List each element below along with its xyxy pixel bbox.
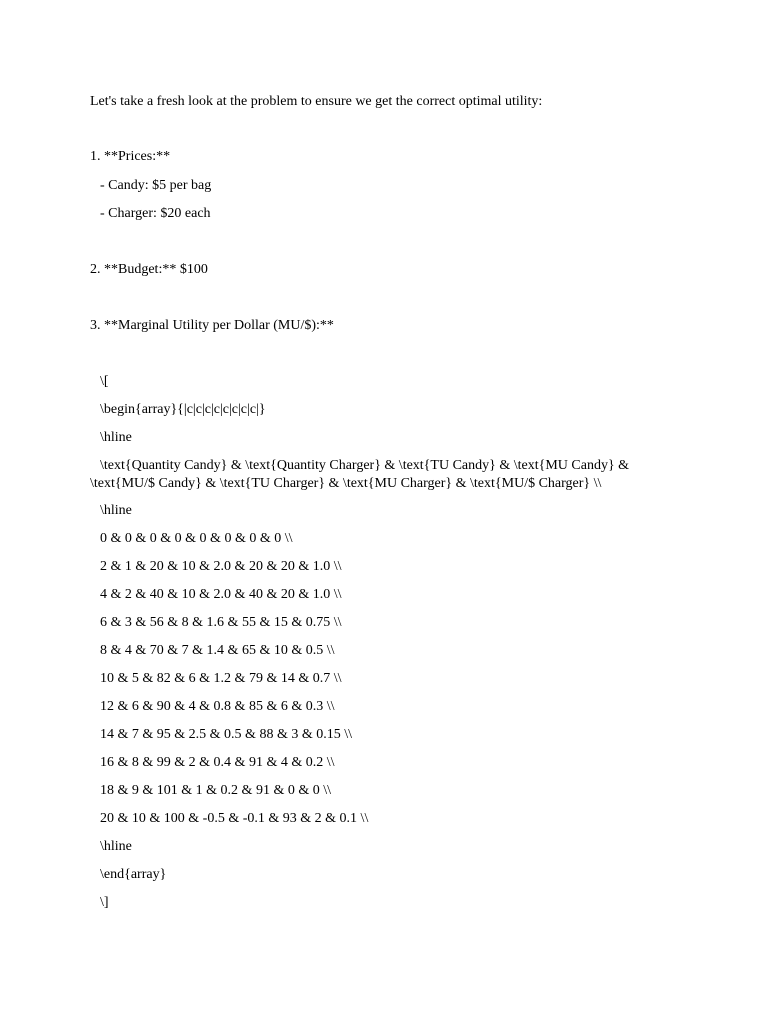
mu-heading: 3. **Marginal Utility per Dollar (MU/$):** [90, 318, 334, 333]
latex-hline-bottom: \hline [100, 839, 132, 854]
latex-hline-mid: \hline [100, 503, 132, 518]
table-row: 6 & 3 & 56 & 8 & 1.6 & 55 & 15 & 0.75 \\ [100, 615, 342, 630]
table-row: 10 & 5 & 82 & 6 & 1.2 & 79 & 14 & 0.7 \\ [100, 671, 342, 686]
latex-close-bracket: \] [100, 895, 109, 910]
table-row: 4 & 2 & 40 & 10 & 2.0 & 40 & 20 & 1.0 \\ [100, 587, 342, 602]
price-charger: - Charger: $20 each [100, 206, 211, 221]
table-row: 18 & 9 & 101 & 1 & 0.2 & 91 & 0 & 0 \\ [100, 783, 332, 798]
latex-header-row: \text{Quantity Candy} & \text{Quantity Charger} & \text{TU Candy} & \text{MU Candy} & \text{MU/$ Candy} & \text{TU Charger} & \text{MU Charger} & \text{MU/$ Charger} \\ [90, 458, 630, 491]
latex-end-array: \end{array} [100, 867, 167, 882]
budget-heading: 2. **Budget:** $100 [90, 262, 208, 277]
table-row: 0 & 0 & 0 & 0 & 0 & 0 & 0 & 0 \\ [100, 531, 293, 546]
table-row: 16 & 8 & 99 & 2 & 0.4 & 91 & 4 & 0.2 \\ [100, 755, 335, 770]
table-row: 14 & 7 & 95 & 2.5 & 0.5 & 88 & 3 & 0.15 \\ [100, 727, 353, 742]
latex-open-bracket: \[ [100, 374, 109, 389]
table-row: 20 & 10 & 100 & -0.5 & -0.1 & 93 & 2 & 0.1 \\ [100, 811, 369, 826]
table-row: 2 & 1 & 20 & 10 & 2.0 & 20 & 20 & 1.0 \\ [100, 559, 342, 574]
table-row: 12 & 6 & 90 & 4 & 0.8 & 85 & 6 & 0.3 \\ [100, 699, 335, 714]
prices-heading: 1. **Prices:** [90, 149, 171, 164]
table-row: 8 & 4 & 70 & 7 & 1.4 & 65 & 10 & 0.5 \\ [100, 643, 335, 658]
latex-hline-top: \hline [100, 430, 132, 445]
intro-paragraph: Let's take a fresh look at the problem to ensure we get the correct optimal utility: [90, 94, 543, 109]
price-candy: - Candy: $5 per bag [100, 178, 212, 193]
latex-begin-array: \begin{array}{|c|c|c|c|c|c|c|c|} [100, 402, 266, 417]
